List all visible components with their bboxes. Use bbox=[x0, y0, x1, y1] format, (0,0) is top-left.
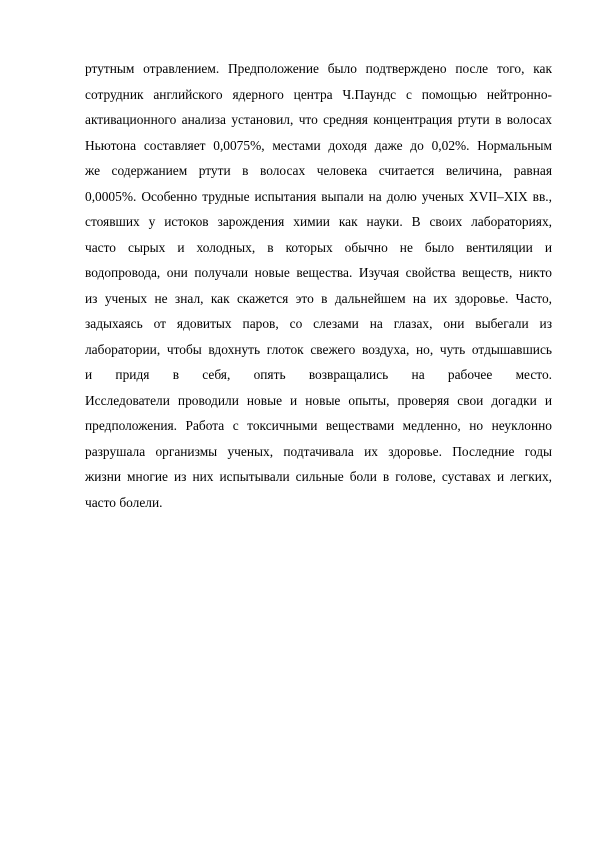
body-paragraph bbox=[85, 56, 552, 515]
text-line-9: водопровода, они получали новые вещества. Изучая свойства веществ, никто bbox=[85, 265, 552, 280]
text-line-6: 0,0005%. Особенно трудные испытания выпали на долю ученых XVII–XIX вв., bbox=[85, 188, 552, 204]
text-line-14: Исследователи проводили новые и новые опыты, проверяя свои догадки и bbox=[85, 392, 552, 408]
text-line-3: активационного анализа установил, что средняя концентрация ртути в волосах bbox=[85, 112, 552, 127]
text-line-18: часто болели. bbox=[85, 494, 163, 510]
text-line-17: жизни многие из них испытывали сильные боли в голове, суставах и легких, bbox=[85, 469, 552, 484]
text-line-15: предположения. Работа с токсичными веществами медленно, но неуклонно bbox=[85, 418, 552, 433]
text-line-1: ртутным отравлением. Предположение было подтверждено после того, как bbox=[85, 61, 552, 76]
text-line-5: же содержанием ртути в волосах человека считается величина, равная bbox=[85, 163, 552, 178]
text-line-11: задыхаясь от ядовитых паров, со слезами на глазах, они выбегали из bbox=[85, 316, 552, 331]
text-line-12: лаборатории, чтобы вдохнуть глоток свежего воздуха, но, чуть отдышавшись bbox=[85, 341, 552, 357]
text-line-10: из ученых не знал, как скажется это в дальнейшем на их здоровье. Часто, bbox=[85, 290, 552, 306]
text-line-13: и придя в себя, опять возвращались на рабочее место. bbox=[85, 367, 552, 382]
text-line-4: Ньютона составляет 0,0075%, местами доходя даже до 0,02%. Нормальным bbox=[85, 137, 552, 153]
text-line-7: стоявших у истоков зарождения химии как науки. В своих лабораториях, bbox=[85, 214, 552, 229]
text-line-8: часто сырых и холодных, в которых обычно не было вентиляции и bbox=[85, 239, 552, 255]
text-line-2: сотрудник английского ядерного центра Ч.Паундс с помощью нейтронно- bbox=[85, 86, 552, 102]
text-line-16: разрушала организмы ученых, подтачивала их здоровье. Последние годы bbox=[85, 443, 552, 459]
